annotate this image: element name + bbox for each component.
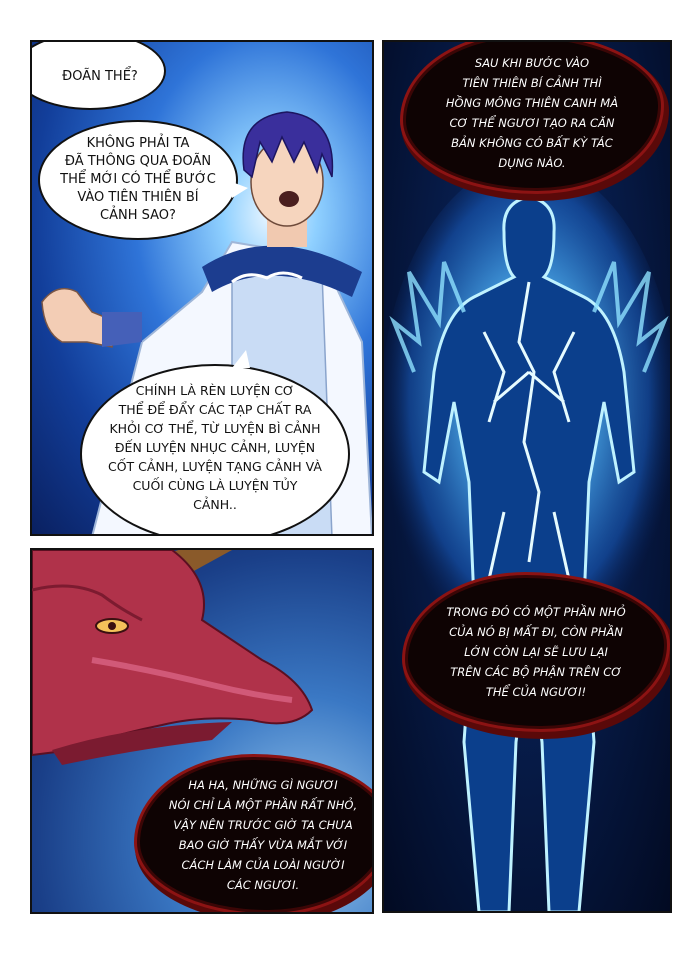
dark-speech-bubble-dragon bbox=[140, 760, 374, 910]
speech-bubble-explanation bbox=[80, 364, 350, 536]
speech-text: HA HA, NHỮNG GÌ NGƯƠI NÓI CHỈ LÀ MỘT PHẦN RẤT NHỎ, VẬY NÊN TRƯỚC GIỜ TA CHƯA BAO GIỜ THẤY VỪA MẮT VỚI CÁCH LÀM CỦA LOÀI NGƯỜI CÁC NGƯƠI. bbox=[168, 778, 358, 892]
bubble-tail bbox=[232, 182, 248, 198]
speech-text: KHÔNG PHẢI TA ĐÃ THÔNG QUA ĐOÃN THỂ MỚI CÓ THỂ BƯỚC VÀO TIÊN THIÊN BÍ CẢNH SAO? bbox=[60, 136, 216, 223]
panel-dragon bbox=[30, 548, 374, 914]
panel-glowing-body bbox=[382, 40, 672, 913]
speech-text: TRONG ĐÓ CÓ MỘT PHẦN NHỎ CỦA NÓ BỊ MẤT ĐI, CÒN PHẦN LỚN CÒN LẠI SẼ LƯU LẠI TRÊN CÁC BỘ PHẬN TRÊN CƠ THỂ CỦA NGƯƠI! bbox=[446, 605, 626, 699]
speech-bubble-man bbox=[38, 120, 238, 240]
speech-text: SAU KHI BƯỚC VÀO TIÊN THIÊN BÍ CẢNH THÌ HỒNG MÔNG THIÊN CANH MÀ CƠ THỂ NGƯƠI TẠO RA CĂN BẢN KHÔNG CÓ BẤT KỲ TÁC DỤNG NÀO. bbox=[445, 56, 619, 170]
speech-text: CHÍNH LÀ RÈN LUYỆN CƠ THỂ ĐỂ ĐẨY CÁC TẠP CHẤT RA KHỎI CƠ THỂ, TỪ LUYỆN BÌ CẢNH ĐẾN LUYỆN NHỤC CẢNH, LUYỆN CỐT CẢNH, LUYỆN TẠNG CẢNH VÀ CUỐI CÙNG LÀ LUYỆN TỦY CẢNH.. bbox=[107, 382, 322, 512]
bubble-tail bbox=[232, 350, 250, 368]
speech-text: ĐOÃN THỂ? bbox=[62, 69, 138, 84]
panel-man-speaking bbox=[30, 40, 374, 536]
